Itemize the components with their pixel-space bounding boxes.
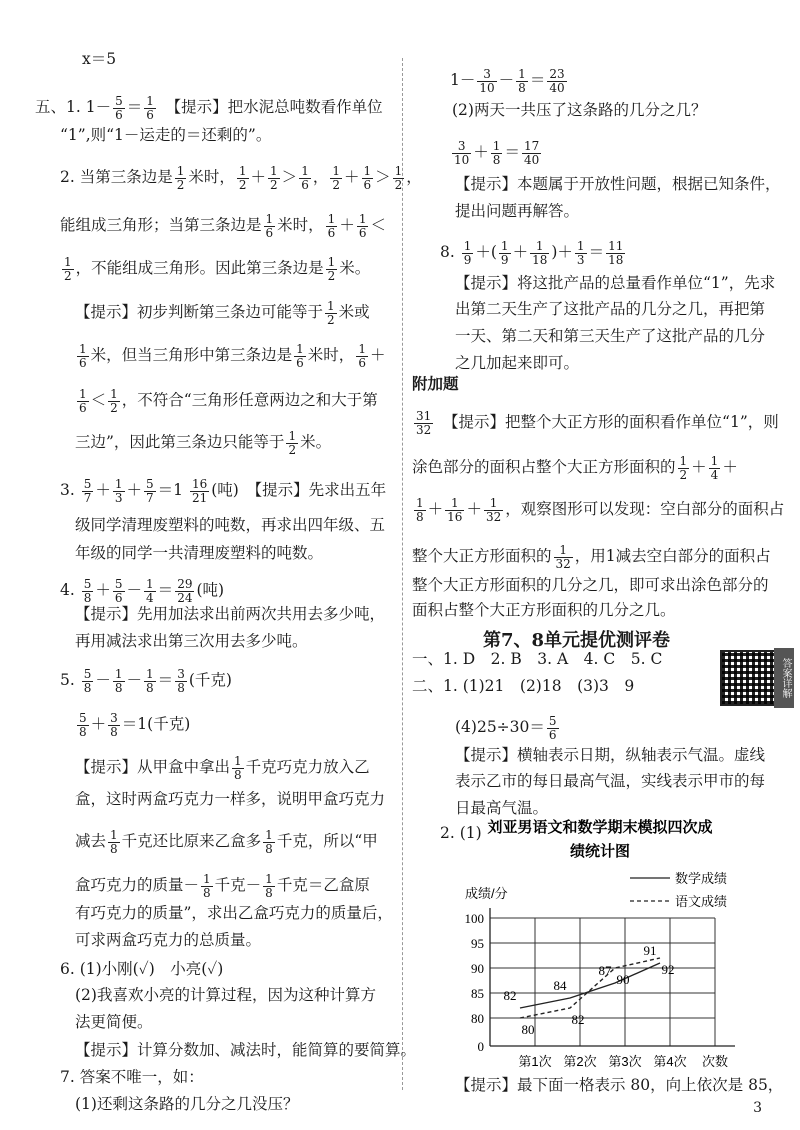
left-text-line: x＝5 (82, 50, 117, 68)
left-text-line: 6. (1)小刚(✓) 小亮(✓) (60, 960, 224, 978)
fraction: $\frac{1}{6}$ (327, 212, 336, 240)
y-tick-label: 80 (471, 1011, 484, 1026)
fraction: $\frac{1}{9}$ (500, 239, 509, 267)
fraction: $\frac{1}{6}$ (358, 212, 367, 240)
fraction: $\frac{1}{8}$ (265, 872, 273, 900)
right-text-line: $\frac{31}{32}$ 【提示】把整个大正方形的面积看作单位“1”，则 (416, 409, 779, 437)
fraction: $\frac{1}{8}$ (492, 139, 501, 167)
fraction: $\frac{1}{2}$ (64, 255, 72, 283)
series-line (520, 963, 660, 1008)
right-text-line: (4)25÷30＝ $\frac{5}{6}$ (455, 714, 557, 742)
right-text-line: 一天、第二天和第三天生产了这批产品的几分 (455, 327, 766, 345)
fraction: $\frac{1}{9}$ (463, 239, 472, 267)
fraction: $\frac{5}{6}$ (115, 94, 123, 122)
right-text-line: 8. $\frac{1}{9}$ ＋( $\frac{1}{9}$ ＋ $\frac{1}{18}$ )＋ $\frac{1}{3}$ ＝ $\frac{11}{18}$ (440, 239, 624, 267)
legend-label: 语文成绩 (675, 894, 728, 909)
page-number: 3 (753, 1100, 762, 1116)
chart-title-line1: 刘亚男语文和数学期末模拟四次成 (487, 819, 713, 836)
right-text-line: 附加题 (412, 374, 459, 393)
left-text-line: 减去 $\frac{1}{8}$ 千克还比原来乙盒多 $\frac{1}{8}$ 千克，所以“甲 (75, 828, 378, 856)
fraction: $\frac{5}{7}$ (83, 477, 92, 505)
fraction: $\frac{1}{2}$ (679, 454, 688, 482)
right-text-line: 1－ $\frac{3}{10}$ － $\frac{1}{8}$ ＝ $\frac{23}{40}$ (450, 67, 565, 95)
right-text-line: 【提示】最下面一格表示 80，向上依次是 85， (455, 1076, 784, 1094)
fraction: $\frac{3}{10}$ (454, 139, 470, 167)
fraction: $\frac{1}{2}$ (288, 429, 297, 457)
x-tick-label: 第4次 (653, 1054, 687, 1069)
left-text-line: 能组成三角形；当第三条边是 $\frac{1}{6}$ 米时， $\frac{1}{6}$ ＋ $\frac{1}{6}$ ＜ (60, 212, 386, 240)
right-text-line: 日最高气温。 (455, 799, 549, 817)
right-text-line: 【提示】横轴表示日期，纵轴表示气温。虚线 (455, 746, 766, 764)
section-title: 第7、8单元提优测评卷 (483, 630, 671, 651)
y-tick-label: 90 (471, 961, 484, 976)
data-label: 82 (571, 1012, 585, 1027)
fraction: $\frac{1}{6}$ (363, 164, 372, 192)
left-text-line: (2)我喜欢小亮的计算过程，因为这种计算方 (75, 986, 376, 1004)
fraction: $\frac{29}{24}$ (177, 577, 193, 605)
fraction: $\frac{1}{4}$ (146, 577, 154, 605)
data-label: 90 (616, 972, 630, 987)
fraction: $\frac{1}{2}$ (394, 164, 403, 192)
right-text-line: 提出问题再解答。 (455, 202, 580, 220)
fraction: $\frac{1}{2}$ (238, 164, 247, 192)
fraction: $\frac{1}{6}$ (301, 164, 309, 192)
x-tick-label: 第3次 (608, 1054, 642, 1069)
left-text-line: 【提示】初步判断第三条边可能等于 $\frac{1}{2}$ 米或 (75, 299, 370, 327)
right-text-line: 【提示】将这批产品的总量看作单位“1”，先求 (455, 274, 776, 292)
fraction: $\frac{31}{32}$ (416, 409, 432, 437)
fraction: $\frac{1}{4}$ (710, 454, 719, 482)
right-text-line: 表示乙市的每日最高气温，实线表示甲市的每 (455, 772, 766, 790)
fraction: $\frac{3}{8}$ (110, 711, 118, 739)
fraction: $\frac{1}{8}$ (265, 828, 273, 856)
y-tick-label: 0 (477, 1039, 484, 1054)
qr-label: 答案详解 (774, 648, 794, 708)
data-label: 80 (521, 1022, 535, 1037)
fraction: $\frac{1}{8}$ (234, 754, 242, 782)
data-label: 82 (503, 988, 517, 1003)
y-tick-label: 100 (464, 911, 484, 926)
left-text-line: “1”,则“1－运走的＝还剩的”。 (60, 126, 272, 144)
fraction: $\frac{5}{8}$ (83, 667, 92, 695)
fraction: $\frac{1}{2}$ (176, 164, 185, 192)
fraction: $\frac{3}{10}$ (479, 67, 495, 95)
fraction: $\frac{5}{8}$ (83, 577, 92, 605)
left-text-line: 有巧克力的质量”，求出乙盒巧克力的质量后， (75, 904, 393, 922)
fraction: $\frac{1}{8}$ (114, 667, 123, 695)
right-text-line: 涂色部分的面积占整个大正方形面积的 $\frac{1}{2}$ ＋ $\frac{1}{4}$ ＋ (412, 454, 738, 482)
fraction: $\frac{5}{6}$ (114, 577, 123, 605)
left-text-line: 再用减法求出第三次用去多少吨。 (75, 632, 308, 650)
left-text-line: 【提示】先用加法求出前两次共用去多少吨， (75, 605, 386, 623)
right-text-line: 【提示】本题属于开放性问题，根据已知条件， (455, 175, 781, 193)
right-text-line: 出第二天生产了这批产品的几分之几，再把第 (455, 300, 766, 318)
data-label: 87 (598, 963, 612, 978)
left-text-line: $\frac{1}{6}$ ＜ $\frac{1}{2}$ ，不符合“三角形任意两边之和大于第 (79, 387, 378, 415)
fraction: $\frac{1}{6}$ (79, 387, 87, 415)
left-text-line: 7. 答案不唯一，如： (60, 1068, 204, 1086)
left-text-line: 4. $\frac{5}{8}$ ＋ $\frac{5}{6}$ － $\frac{1}{4}$ ＝ $\frac{29}{24}$ (吨) (60, 577, 225, 605)
left-text-line: 3. $\frac{5}{7}$ ＋ $\frac{1}{3}$ ＋ $\frac{5}{7}$ ＝1 $\frac{16}{21}$ (吨) 【提示】先求出五年 (60, 477, 387, 505)
legend-label: 数学成绩 (675, 871, 728, 886)
fraction: $\frac{1}{2}$ (270, 164, 278, 192)
y-axis-label: 成绩/分 (465, 886, 508, 901)
right-text-line: 整个大正方形面积的 $\frac{1}{32}$ ，用1减去空白部分的面积占 (412, 543, 771, 571)
qr-code-icon (720, 650, 776, 706)
fraction: $\frac{23}{40}$ (549, 67, 565, 95)
right-text-line: $\frac{1}{8}$ ＋ $\frac{1}{16}$ ＋ $\frac{1}{32}$ ，观察图形可以发现：空白部分的面积占 (416, 496, 785, 524)
left-text-line: 【提示】从甲盒中拿出 $\frac{1}{8}$ 千克巧克力放入乙 (75, 754, 370, 782)
fraction: $\frac{1}{6}$ (358, 342, 366, 370)
fraction: $\frac{1}{2}$ (332, 164, 340, 192)
left-text-line: 盒巧克力的质量－ $\frac{1}{8}$ 千克－ $\frac{1}{8}$ 千克＝乙盒原 (75, 872, 370, 900)
fraction: $\frac{1}{6}$ (79, 342, 87, 370)
column-divider (402, 58, 403, 1090)
fraction: $\frac{17}{40}$ (523, 139, 540, 167)
fraction: $\frac{1}{3}$ (114, 477, 123, 505)
fraction: $\frac{1}{32}$ (555, 543, 571, 571)
left-text-line: 五、1. 1－ $\frac{5}{6}$ ＝ $\frac{1}{6}$ 【提示】把水泥总吨数看作单位 (35, 94, 383, 122)
fraction: $\frac{1}{2}$ (327, 255, 336, 283)
right-text-line: (2)两天一共压了这条路的几分之几？ (452, 101, 707, 119)
fraction: $\frac{5}{8}$ (79, 711, 87, 739)
fraction: $\frac{5}{7}$ (146, 477, 154, 505)
data-label: 92 (661, 962, 675, 977)
fraction: $\frac{1}{8}$ (203, 872, 211, 900)
left-text-line: 三边”，因此第三条边只能等于 $\frac{1}{2}$ 米。 (75, 429, 332, 457)
fraction: $\frac{1}{2}$ (327, 299, 335, 327)
y-tick-label: 95 (471, 936, 484, 951)
left-text-line: $\frac{1}{6}$ 米，但当三角形中第三条边是 $\frac{1}{6}$ 米时， $\frac{1}{6}$ ＋ (79, 342, 386, 370)
left-text-line: 【提示】计算分数加、减法时，能简算的要简算。 (75, 1041, 417, 1059)
right-text-line: 2. (1) (440, 824, 482, 842)
data-label: 84 (553, 978, 567, 993)
data-label: 91 (643, 943, 657, 958)
fraction: $\frac{1}{18}$ (532, 239, 548, 267)
left-text-line: 5. $\frac{5}{8}$ － $\frac{1}{8}$ － $\frac{1}{8}$ ＝ $\frac{3}{8}$ (千克) (60, 667, 232, 695)
fraction: $\frac{1}{6}$ (296, 342, 304, 370)
left-text-line: 盒，这时两盒巧克力一样多，说明甲盒巧克力 (75, 790, 386, 808)
fraction: $\frac{1}{8}$ (416, 496, 424, 524)
fraction: $\frac{1}{6}$ (146, 94, 154, 122)
fraction: $\frac{1}{32}$ (485, 496, 502, 524)
left-text-line: 可求两盒巧克力的总质量。 (75, 931, 262, 949)
fraction: $\frac{1}{3}$ (576, 239, 585, 267)
right-text-line: $\frac{3}{10}$ ＋ $\frac{1}{8}$ ＝ $\frac{17}{40}$ (454, 139, 540, 167)
fraction: $\frac{1}{6}$ (265, 212, 274, 240)
y-tick-label: 85 (471, 986, 484, 1001)
fraction: $\frac{1}{2}$ (110, 387, 118, 415)
right-text-line: 之几加起来即可。 (455, 354, 580, 372)
left-text-line: 年级的同学一共清理废塑料的吨数。 (75, 544, 324, 562)
fraction: $\frac{3}{8}$ (177, 667, 185, 695)
fraction: $\frac{1}{16}$ (447, 496, 463, 524)
x-tick-label: 第1次 (518, 1054, 552, 1069)
left-text-line: 法更简便。 (75, 1013, 153, 1031)
fraction: $\frac{5}{6}$ (548, 714, 557, 742)
fraction: $\frac{1}{8}$ (110, 828, 118, 856)
right-text-line: 整个大正方形面积的几分之几，即可求出涂色部分的 (412, 576, 769, 594)
fraction: $\frac{1}{8}$ (146, 667, 154, 695)
right-text-line: 一、1. D 2. B 3. A 4. C 5. C (412, 650, 663, 668)
score-line-chart (440, 818, 760, 1070)
left-text-line: $\frac{5}{8}$ ＋ $\frac{3}{8}$ ＝1(千克) (79, 711, 191, 739)
chart-title-line2: 绩统计图 (569, 843, 631, 860)
fraction: $\frac{11}{18}$ (608, 239, 624, 267)
x-axis-label: 次数 (701, 1054, 729, 1069)
left-text-line: 2. 当第三条边是 $\frac{1}{2}$ 米时， $\frac{1}{2}$ ＋ $\frac{1}{2}$ ＞ $\frac{1}{6}$ ， $\frac{1}{2}$ ＋ $\frac{1}{6}$ ＞ $\frac{1}{2}$ ， (60, 164, 422, 192)
x-tick-label: 第2次 (563, 1054, 597, 1069)
fraction: $\frac{16}{21}$ (191, 477, 208, 505)
fraction: $\frac{1}{8}$ (518, 67, 526, 95)
left-text-line: (1)还剩这条路的几分之几没压？ (75, 1095, 299, 1113)
right-text-line: 二、1. (1)21 (2)18 (3)3 9 (412, 677, 635, 695)
right-text-line: 面积占整个大正方形面积的几分之几。 (412, 601, 676, 619)
left-text-line: $\frac{1}{2}$ ，不能组成三角形。因此第三条边是 $\frac{1}{2}$ 米。 (64, 255, 371, 283)
series-line (520, 958, 660, 1018)
left-text-line: 级同学清理废塑料的吨数，再求出四年级、五 (75, 516, 386, 534)
